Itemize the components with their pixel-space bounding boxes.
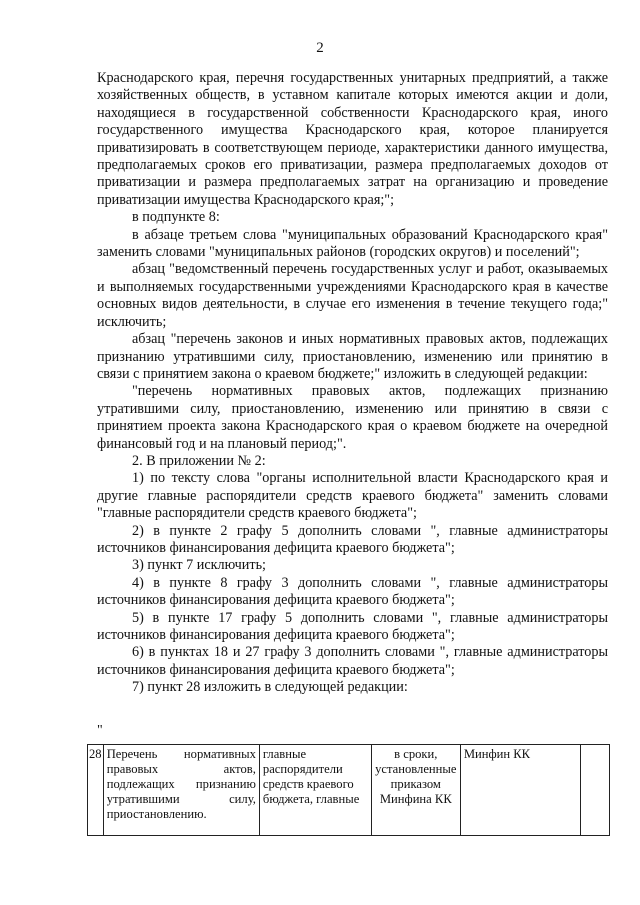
paragraph: 3) пункт 7 исключить; xyxy=(132,557,266,574)
row-executors-cell: главные распорядители средств краевого бюджета, главные xyxy=(259,745,371,836)
paragraph: 1) по тексту слова "органы исполнительной власти Краснодарского края и другие главные распорядители средств краевого бюджета" заменить словами "главные распорядители средств краевого бюджета"; xyxy=(97,470,608,522)
paragraph: 7) пункт 28 изложить в следующей редакции: xyxy=(132,679,408,696)
paragraph: Краснодарского края, перечня государственных унитарных предприятий, а также хозяйственных обществ, в уставном капитале которых имеются акции и доли, находящиеся в государственной собственности Краснодарского края, иного государственного имущества Краснодарского края, которое планируется приватизировать в соответствующем периоде, характеристики данного имущества, предполагаемых сроков его приватизации, размера предполагаемых доходов от приватизации и размера предполагаемых затрат на организацию и проведение приватизации имущества Краснодарского края;"; xyxy=(97,70,608,208)
paragraph: 5) в пункте 17 графу 5 дополнить словами ", главные администраторы источников финансирования дефицита краевого бюджета"; xyxy=(97,609,608,643)
row-extra-cell xyxy=(580,745,609,836)
table-row xyxy=(88,745,610,836)
paragraph: 2) в пункте 2 графу 5 дополнить словами ", главные администраторы источников финансирования дефицита краевого бюджета"; xyxy=(97,522,608,556)
paragraph: 6) в пунктах 18 и 27 графу 3 дополнить словами ", главные администраторы источников финансирования дефицита краевого бюджета"; xyxy=(97,644,608,678)
quote-open-mark: " xyxy=(97,723,103,738)
appendix-table xyxy=(87,744,610,836)
row-number-cell: 28 xyxy=(88,745,104,836)
paragraph: 4) в пункте 8 графу 3 дополнить словами ", главные администраторы источников финансирования дефицита краевого бюджета"; xyxy=(97,574,608,609)
row-responsible-cell: Минфин КК xyxy=(460,745,580,836)
paragraph: абзац "перечень законов и иных нормативных правовых актов, подлежащих признанию утратившими силу, приостановлению, изменению или принятию в связи с принятием закона о краевом бюджете;" изложить в следующей редакции: xyxy=(97,331,608,382)
paragraph: 2. В приложении № 2: xyxy=(132,452,266,469)
paragraph: "перечень нормативных правовых актов, подлежащих признанию утратившими силу, приостановлению, изменению или принятию в связи с принятием проекта закона Краснодарского края о краевом бюджете на очередной финансовый год и на плановый период;". xyxy=(97,383,608,452)
paragraph: в абзаце третьем слова "муниципальных образований Краснодарского края" заменить словами "муниципальных районов (городских округов) и поселений"; xyxy=(97,226,608,261)
row-name-cell: Перечень нормативных правовых актов, подлежащих признанию утратившими силу, приостановлению. xyxy=(103,745,259,836)
row-term-cell: в сроки, установленные приказом Минфина КК xyxy=(371,745,460,836)
paragraph: в подпункте 8: xyxy=(132,209,220,226)
document-body xyxy=(97,70,608,697)
paragraph: абзац "ведомственный перечень государственных услуг и работ, оказываемых и выполняемых государственными учреждениями Краснодарского края в качестве основных видов деятельности, в случае его изменения в течение текущего года;" исключить; xyxy=(97,261,608,330)
page-number: 2 xyxy=(316,40,324,56)
